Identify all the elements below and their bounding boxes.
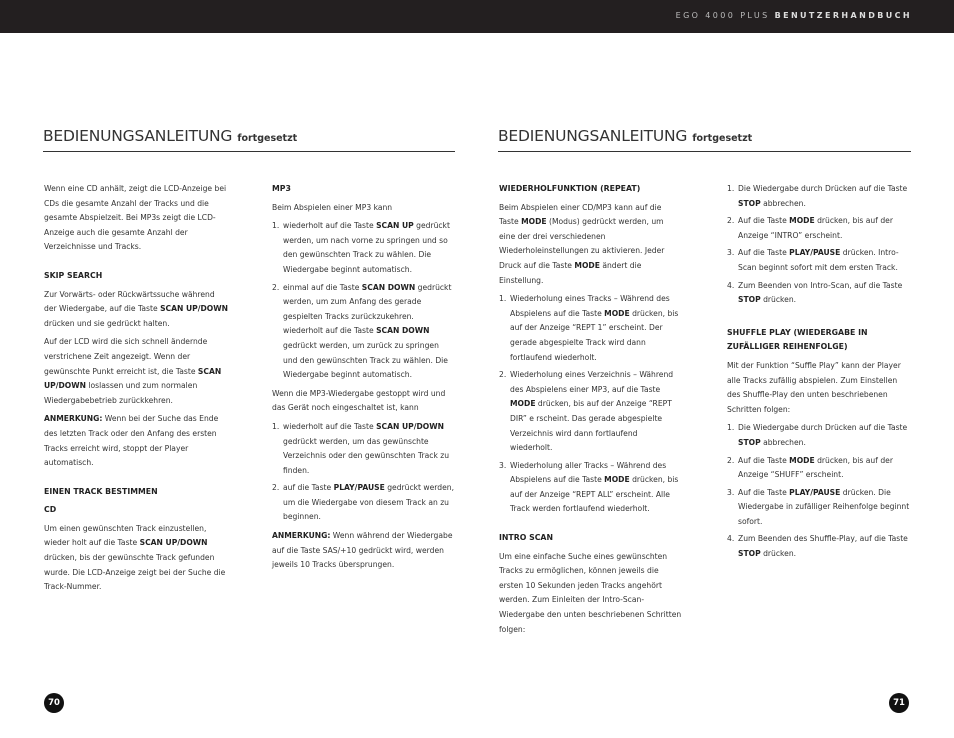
text: drücken, bis der gewünschte Track gefunden wurde. Die LCD-Anzeige zeigt bei der Suche die Track-Nummer. <box>44 553 226 592</box>
text: Wiederholung eines Tracks – Während des Abspielens auf die Taste <box>510 294 670 318</box>
page-number-right: 71 <box>889 693 909 713</box>
list-item <box>272 420 454 478</box>
shuffle-paragraph: Mit der Funktion “Suffle Play” kann der Player alle Tracks zufällig abspielen. Zum Einstellen des Shuffle-Play den unten beschriebenen Schritten folgen: <box>727 360 901 414</box>
text: Wiederholung eines Verzeichnis – Während des Abspielens einer MP3, auf die Taste <box>510 370 674 394</box>
list-item <box>499 368 682 456</box>
mp3-stopped-intro: Wenn die MP3-Wiedergabe gestoppt wird und das Gerät noch eingeschaltet ist, kann <box>272 388 446 413</box>
button-reference: SCAN UP/DOWN <box>139 538 208 548</box>
text: Wiederholung aller Tracks – Während des Abspielens auf die Taste <box>510 460 667 485</box>
list-number: 1. <box>727 423 735 433</box>
button-reference: MODE <box>604 308 630 318</box>
list-item <box>272 281 454 383</box>
text: abbrechen. <box>760 198 806 208</box>
text: drücken. Intro-Scan beginnt sofort mit dem ersten Track. <box>738 248 899 272</box>
list-item <box>727 454 911 483</box>
repeat-heading: WIEDERHOLFUNKTION (REPEAT) <box>499 184 641 193</box>
list-item <box>499 292 682 365</box>
button-reference: SCAN DOWN <box>361 282 416 292</box>
button-reference: MODE <box>789 455 815 465</box>
button-reference: SCAN UP/DOWN <box>376 421 444 431</box>
text: gedrückt werden, um nach vorne zu springen und so den gewünschten Track zu wählen. Die Wiedergabe beginnt automatisch. <box>283 221 450 274</box>
list-number: 2. <box>727 216 735 226</box>
note-label: ANMERKUNG: <box>272 531 331 541</box>
text: Auf die Taste <box>738 248 790 258</box>
text: einmal auf die Taste <box>283 282 362 292</box>
text: Um einen gewünschten Track einzustellen, wieder holt auf die Taste <box>44 523 207 548</box>
button-reference: STOP <box>738 295 761 305</box>
text: Auf die Taste <box>738 216 790 226</box>
mp3-intro: Beim Abspielen einer MP3 kann <box>272 202 393 212</box>
brand-model: EGO 4000 PLUS <box>675 11 770 20</box>
column-2 <box>272 182 454 577</box>
skip-search-heading: SKIP SEARCH <box>44 270 103 280</box>
list-number: 1. <box>727 184 735 193</box>
text: Beim Abspielen einer CD/MP3 kann auf die Taste <box>499 202 662 227</box>
list-item <box>727 421 911 450</box>
button-reference: MODE <box>574 260 600 270</box>
text: auf die Taste <box>283 483 334 493</box>
left-heading-title: BEDIENUNGSANLEITUNG <box>43 127 233 145</box>
button-reference: SCAN DOWN <box>376 326 430 336</box>
list-item <box>272 481 454 525</box>
text: Auf der LCD wird die sich schnell ändernde verstrichene Zeit angezeigt. Wenn der gewünschte Punkt erreicht ist, die Taste <box>44 337 208 376</box>
text: wiederholt auf die Taste <box>283 221 377 231</box>
text: Auf die Taste <box>738 455 790 465</box>
list-item <box>727 279 911 308</box>
mp3-stopped-list <box>272 420 454 525</box>
button-reference: PLAY/PAUSE <box>333 483 385 493</box>
shuffle-heading-line-2: ZUFÄLLIGER REIHENFOLGE) <box>727 342 848 352</box>
button-reference: SCAN UP/DOWN <box>160 304 228 314</box>
mp3-note <box>272 529 454 573</box>
text: abbrechen. <box>760 437 806 447</box>
mp3-heading: MP3 <box>272 184 291 193</box>
list-number: 2. <box>272 282 280 292</box>
text: Die Wiedergabe durch Drücken auf die Taste <box>738 184 908 193</box>
list-number: 1. <box>499 294 507 304</box>
shuffle-steps <box>727 421 911 561</box>
right-heading-title: BEDIENUNGSANLEITUNG <box>498 127 688 145</box>
note-label: ANMERKUNG: <box>44 414 103 424</box>
track-select-heading: EINEN TRACK BESTIMMEN <box>44 486 158 496</box>
text: loslassen und zum normalen Wiedergabebetrieb zurückkehren. <box>44 381 198 405</box>
header-bar <box>0 0 954 33</box>
list-number: 3. <box>727 487 735 497</box>
manual-brand <box>676 11 912 20</box>
intro-scan-paragraph: Um eine einfache Suche eines gewünschten Tracks zu ermöglichen, können jeweils die ersten 10 Sekunden jeden Tracks angehört werden. Zum Einleiten der Intro-Scan-Wiedergabe den unten beschriebenen Schritten folgen: <box>499 551 682 634</box>
text: gedrückt werden, um zurück zu springen und den gewünschten Track zu wählen. Die Wiedergabe beginnt automatisch. <box>283 340 448 380</box>
intro-paragraph: Wenn eine CD anhält, zeigt die LCD-Anzeige bei CDs die gesamte Anzahl der Tracks und die gesamte Abspielzeit. Bei MP3s zeigt die LCD-Anzeige auch die gesamte Anzahl der Verzeichnisse und Tracks. <box>44 184 227 252</box>
button-reference: PLAY/PAUSE <box>789 487 841 497</box>
note-text: Wenn während der Wiedergabe auf die Taste SAS/+10 gedrückt wird, werden jeweils 10 Tracks übersprungen. <box>272 531 453 570</box>
page-number-left: 70 <box>44 693 64 713</box>
list-item <box>499 459 682 517</box>
text: drücken, bis auf der Anzeige “SHUFF” erscheint. <box>738 455 893 480</box>
text: drücken, bis auf der Anzeige “INTRO” erscheint. <box>738 216 893 240</box>
button-reference: STOP <box>738 437 761 447</box>
button-reference: PLAY/PAUSE <box>789 248 841 258</box>
text: gedrückt werden, um zum Anfang des gerade gespielten Tracks zurückzukehren. wiederholt auf die Taste <box>283 282 452 336</box>
brand-manual-title: BENUTZERHANDBUCH <box>774 11 912 20</box>
list-number: 2. <box>272 483 280 493</box>
button-reference: STOP <box>738 198 761 208</box>
text: Die Wiedergabe durch Drücken auf die Taste <box>738 423 908 433</box>
right-heading-suffix: fortgesetzt <box>692 133 753 144</box>
list-number: 3. <box>727 248 735 258</box>
text: Zum Beenden von Intro-Scan, auf die Taste <box>738 280 903 290</box>
repeat-list <box>499 292 682 517</box>
mp3-play-list <box>272 219 454 383</box>
text: Zur Vorwärts- oder Rückwärtssuche während der Wiedergabe, auf die Taste <box>44 289 215 314</box>
left-section-heading <box>43 126 455 152</box>
list-number: 3. <box>499 460 507 470</box>
text: drücken, bis auf der Anzeige “REPT ALL” erscheint. Alle Track werden fortlaufend wiederholt. <box>510 475 679 514</box>
note-text: Wenn bei der Suche das Ende des letzten Track oder den Anfang des ersten Tracks erreicht wird, stoppt der Player automatisch. <box>44 414 219 468</box>
text: gedrückt werden, um die Wiedergabe von diesem Track an zu beginnen. <box>283 483 455 522</box>
skip-search-paragraph-2 <box>44 335 229 408</box>
list-number: 2. <box>499 370 507 380</box>
cd-subheading: CD <box>44 505 57 515</box>
text: drücken. <box>760 295 797 305</box>
button-reference: MODE <box>521 217 547 227</box>
button-reference: MODE <box>510 399 536 409</box>
intro-scan-steps <box>727 182 911 308</box>
text: drücken und sie gedrückt halten. <box>44 318 170 328</box>
button-reference: STOP <box>738 549 761 559</box>
column-4 <box>727 182 911 566</box>
list-item <box>727 246 911 275</box>
list-item <box>727 532 911 561</box>
text: gedrückt werden, um das gewünschte Verzeichnis oder den gewünschten Track zu finden. <box>283 436 450 475</box>
text: Zum Beenden des Shuffle-Play, auf die Taste <box>738 534 908 544</box>
text: (Modus) gedrückt werden, um eine der drei verschiedenen Wiederholeinstellungen zu aktivieren. Jeder Druck auf die Taste <box>499 217 665 270</box>
text: drücken. Die Wiedergabe in zufälliger Reihenfolge beginnt sofort. <box>738 487 910 526</box>
text: drücken, bis auf der Anzeige “REPT DIR” e rscheint. Das gerade abgespielte Verzeichnis wird dann fortlaufend wiederholt. <box>510 399 672 453</box>
text: wiederholt auf die Taste <box>283 421 377 431</box>
button-reference: MODE <box>604 475 630 485</box>
list-number: 2. <box>727 455 735 465</box>
list-number: 1. <box>272 421 280 431</box>
list-number: 4. <box>727 280 735 290</box>
button-reference: MODE <box>789 216 815 226</box>
column-3 <box>499 182 682 641</box>
button-reference: SCAN UP <box>376 221 414 231</box>
list-number: 1. <box>272 221 280 231</box>
list-number: 4. <box>727 534 735 544</box>
repeat-paragraph <box>499 201 682 289</box>
list-item <box>727 214 911 243</box>
text: drücken. <box>760 549 797 559</box>
list-item <box>727 182 911 211</box>
right-section-heading <box>498 126 911 152</box>
text: drücken, bis auf der Anzeige “REPT 1” erscheint. Der gerade abgespielte Track wird dann fortlaufend wiederholt. <box>510 308 679 362</box>
shuffle-heading-line-1: SHUFFLE PLAY (WIEDERGABE IN <box>727 327 868 337</box>
cd-paragraph <box>44 522 229 595</box>
left-heading-suffix: fortgesetzt <box>237 133 298 144</box>
skip-search-note <box>44 412 229 470</box>
list-item <box>727 486 911 530</box>
skip-search-paragraph-1 <box>44 288 229 332</box>
button-reference: SCAN UP/DOWN <box>44 366 222 391</box>
list-item <box>272 219 454 277</box>
column-1 <box>44 182 229 599</box>
text: ändert die Einstellung. <box>499 260 642 285</box>
text: Auf die Taste <box>738 487 790 497</box>
intro-scan-heading: INTRO SCAN <box>499 533 553 543</box>
